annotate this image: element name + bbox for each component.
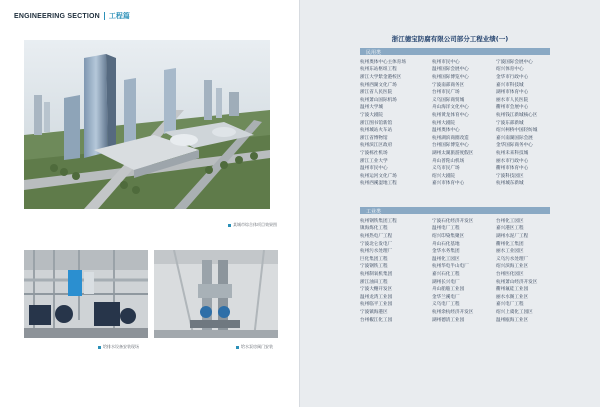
project-name: 湖州市体育中心 <box>496 90 529 96</box>
project-name: 杭州奥体中心主体育场 <box>360 59 406 65</box>
table-row <box>360 308 560 316</box>
header-divider <box>104 12 105 20</box>
project-name: 温州国际会展中心 <box>432 67 469 73</box>
project-name: 台州化工园区 <box>496 218 524 224</box>
project-name: 台州国际博览中心 <box>432 143 469 149</box>
project-name: 衢州市会展中心 <box>496 105 529 111</box>
project-name: 杭州城东新城 <box>496 181 524 187</box>
project-name: 温州市民中心 <box>360 166 388 172</box>
project-name: 舟山石化基地 <box>432 241 460 247</box>
project-name: 杭州市民中心 <box>432 59 460 65</box>
project-name: 嘉兴市体育中心 <box>432 181 465 187</box>
project-name: 杭州萧山国际机场 <box>360 97 397 103</box>
table-row <box>360 263 560 271</box>
project-name: 杭州国际博览中心 <box>432 74 469 80</box>
project-name: 镇海炼化工程 <box>360 226 388 232</box>
project-name: 衢州化工集团 <box>496 241 524 247</box>
project-name: 宁波北仑发电厂 <box>360 241 393 247</box>
project-name: 杭州未来科技城 <box>496 150 529 156</box>
project-name: 宁波栎社机场 <box>360 150 388 156</box>
project-name: 金华兰溪电厂 <box>432 294 460 300</box>
table-row <box>360 126 560 134</box>
project-name: 金华水务集团 <box>432 249 460 255</box>
project-name: 杭州西溪湿地工程 <box>360 181 397 187</box>
aerial-rendering-photo <box>24 40 270 209</box>
table-row <box>360 73 560 81</box>
project-name: 杭州钢铁集团工程 <box>360 218 397 224</box>
project-name: 金华国际商务中心 <box>496 143 533 149</box>
project-name: 舟山普陀山机场 <box>432 158 465 164</box>
project-name: 巨化集团工程 <box>360 256 388 262</box>
project-name: 台州椒江化工园 <box>360 317 393 323</box>
table-row <box>360 217 560 225</box>
project-name: 杭州湖滨商圈改造 <box>432 135 469 141</box>
project-name: 杭州黄龙体育中心 <box>432 112 469 118</box>
project-name: 浙江大学紫金港校区 <box>360 74 402 80</box>
section-bar-industrial <box>360 207 550 214</box>
project-name: 舟山海洋文化中心 <box>432 105 469 111</box>
project-name: 丽水水阁工业区 <box>496 294 529 300</box>
section-header <box>14 10 130 22</box>
table-row <box>360 164 560 172</box>
project-name: 杭州制氧机集团 <box>360 271 393 277</box>
project-name: 杭州滨江区政府 <box>360 143 393 149</box>
project-name: 杭州东站枢纽工程 <box>360 67 397 73</box>
project-list-civil <box>360 58 560 187</box>
project-name: 绍兴滨海工业区 <box>496 264 529 270</box>
project-name: 宁波镇海港区 <box>360 309 388 315</box>
project-name: 浙江油田工程 <box>360 279 388 285</box>
project-list-industrial <box>360 217 560 323</box>
table-row <box>360 104 560 112</box>
project-list-title: 浙江德宝防腐有限公司部分工程业绩(一) <box>391 35 509 43</box>
project-name: 杭州热电厂工程 <box>360 233 393 239</box>
project-name: 杭州临平工业园 <box>360 302 393 308</box>
table-row <box>360 255 560 263</box>
project-name: 绍兴印染集聚区 <box>432 233 465 239</box>
project-name: 宁波南部商务区 <box>432 82 465 88</box>
project-name: 温州大学城 <box>360 105 383 111</box>
project-name: 温州奥体中心 <box>432 128 460 134</box>
table-row <box>360 119 560 127</box>
table-row <box>360 157 560 165</box>
section-title-en: ENGINEERING SECTION <box>14 12 100 20</box>
project-name: 宁波东部新城 <box>496 120 524 126</box>
table-row <box>360 88 560 96</box>
project-name: 宁波大榭开发区 <box>360 287 393 293</box>
project-name: 嘉兴南湖国际会展 <box>496 135 533 141</box>
caption-marker-icon <box>228 224 231 227</box>
project-name: 嘉兴港区工程 <box>496 226 524 232</box>
equipment-photo-left <box>24 250 148 338</box>
table-row <box>360 172 560 180</box>
project-name: 丽水工业园区 <box>496 249 524 255</box>
project-name: 宁波大剧院 <box>360 112 383 118</box>
table-row <box>360 270 560 278</box>
project-name: 义乌国际商贸城 <box>432 97 465 103</box>
project-name: 杭州大剧院 <box>432 120 455 126</box>
project-name: 衢州氟硅工业园 <box>496 287 529 293</box>
left-photo-caption: 给排水设备安装现场 <box>98 344 139 350</box>
project-name: 温州龙湾工业园 <box>360 294 393 300</box>
project-name: 义乌污水处理厂 <box>496 256 529 262</box>
project-name: 丽水市行政中心 <box>496 158 529 164</box>
project-name: 杭州钱江新城核心区 <box>496 112 538 118</box>
project-name: 台州市民广场 <box>432 90 460 96</box>
project-name: 宁波石化经济开发区 <box>432 218 474 224</box>
project-name: 义乌电厂工程 <box>432 302 460 308</box>
project-name: 嘉兴石化工程 <box>432 271 460 277</box>
table-row <box>360 285 560 293</box>
project-name: 杭州华电半山电厂 <box>432 264 469 270</box>
project-name: 温州瓯海工业区 <box>496 317 529 323</box>
project-name: 浙江图书馆新馆 <box>360 120 393 126</box>
project-name: 杭州污水处理厂 <box>360 249 393 255</box>
table-row <box>360 225 560 233</box>
section-label-civil: 民用类 <box>366 49 382 56</box>
project-name: 浙江工业大学 <box>360 158 388 164</box>
table-row <box>360 180 560 188</box>
project-name: 温州化工园区 <box>432 256 460 262</box>
project-name: 宁波钢铁工程 <box>360 264 388 270</box>
table-row <box>360 278 560 286</box>
project-name: 丽水市人民医院 <box>496 97 529 103</box>
project-name: 绍兴体育中心 <box>496 67 524 73</box>
caption-marker-icon <box>98 346 101 349</box>
project-name: 杭州西湖文化广场 <box>360 82 397 88</box>
section-title-cn: 工程篇 <box>108 12 130 20</box>
table-row <box>360 134 560 142</box>
project-name: 金华市行政中心 <box>496 74 529 80</box>
project-name: 湖州长兴电厂 <box>432 279 460 285</box>
equipment-photo-right <box>154 250 278 338</box>
table-row <box>360 293 560 301</box>
right-photo-caption: 给水泵房阀门安装 <box>236 344 273 350</box>
project-name: 义乌市民广场 <box>432 166 460 172</box>
project-name: 湖州德清工业园 <box>432 317 465 323</box>
table-row <box>360 111 560 119</box>
project-name: 杭州萧山经济开发区 <box>496 279 538 285</box>
table-row <box>360 247 560 255</box>
main-photo-caption: 某城市综合体项目效果图 <box>228 222 277 228</box>
project-name: 浙江省博物馆 <box>360 135 388 141</box>
project-name: 嘉兴市科技城 <box>496 82 524 88</box>
table-row <box>360 149 560 157</box>
table-row <box>360 316 560 324</box>
project-name: 衢州市体育中心 <box>496 166 529 172</box>
table-row <box>360 142 560 150</box>
project-name: 湖州水泥厂工程 <box>496 233 529 239</box>
project-name: 杭州运河文化广场 <box>360 173 397 179</box>
table-row <box>360 66 560 74</box>
project-name: 杭州城站火车站 <box>360 128 393 134</box>
table-row <box>360 301 560 309</box>
project-name: 绍兴大剧院 <box>432 173 455 179</box>
table-row <box>360 96 560 104</box>
table-row <box>360 81 560 89</box>
project-name: 杭州余杭经济开发区 <box>432 309 474 315</box>
project-name: 绍兴上虞化工园区 <box>496 309 533 315</box>
project-name: 嘉兴电厂工程 <box>496 302 524 308</box>
project-name: 浙江省人民医院 <box>360 90 393 96</box>
project-name: 湖州太湖旅游度假区 <box>432 150 474 156</box>
caption-marker-icon <box>236 346 239 349</box>
table-row <box>360 232 560 240</box>
section-bar-civil <box>360 48 550 55</box>
project-name: 宁波国际会展中心 <box>496 59 533 65</box>
project-name: 绍兴柯桥中国轻纺城 <box>496 128 538 134</box>
project-name: 舟山船舶工业园 <box>432 287 465 293</box>
table-row <box>360 58 560 66</box>
table-row <box>360 240 560 248</box>
project-name: 宁波科技园区 <box>496 173 524 179</box>
project-name: 温州电厂工程 <box>432 226 460 232</box>
section-label-industrial: 工业类 <box>366 208 382 215</box>
project-name: 台州医化园区 <box>496 271 524 277</box>
